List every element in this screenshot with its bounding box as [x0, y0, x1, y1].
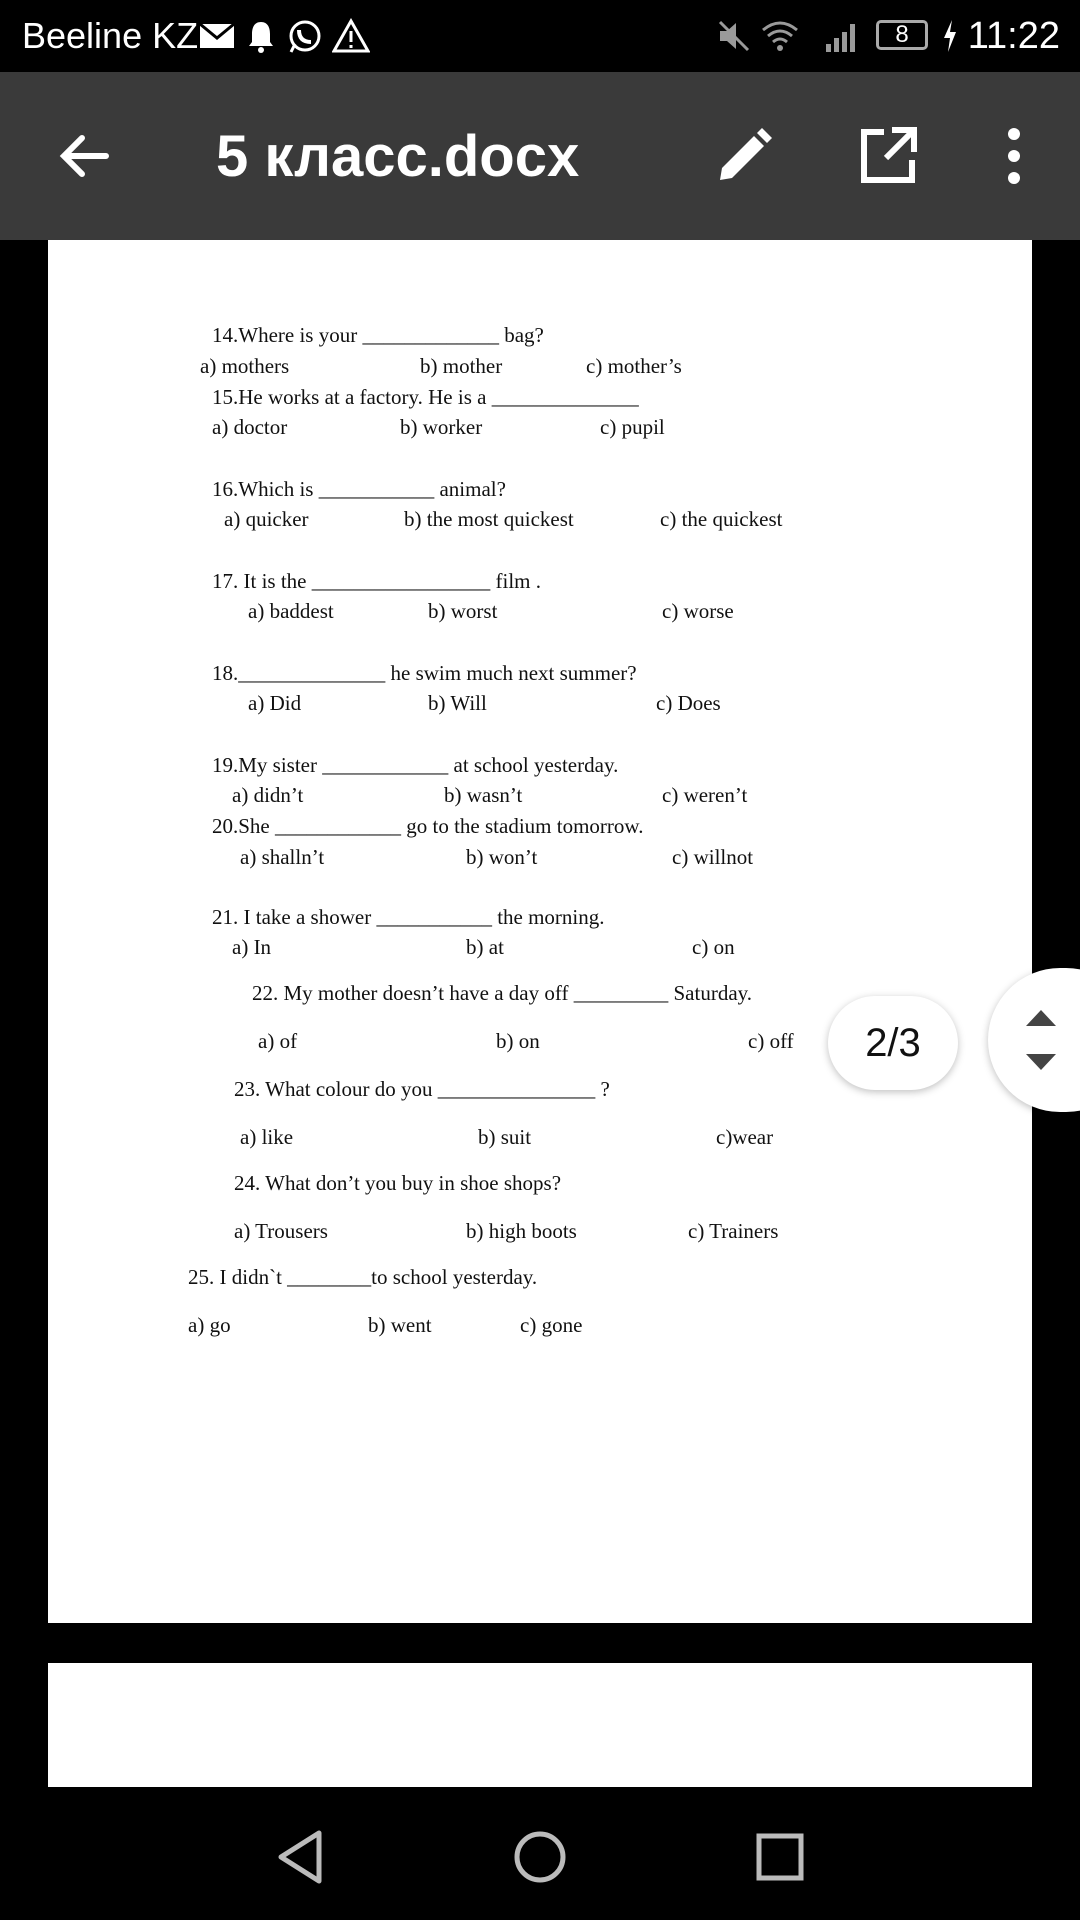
nav-recents-icon [755, 1832, 805, 1882]
answer-option: b) worst [428, 599, 498, 623]
battery-level: 8 [895, 21, 909, 48]
whatsapp-icon [286, 18, 324, 54]
answer-option: b) on [496, 1029, 540, 1053]
scroll-up-icon [1024, 1008, 1058, 1028]
more-options-button[interactable] [974, 116, 1054, 196]
answer-option: b) went [368, 1313, 432, 1337]
answer-option: c) the quickest [660, 507, 783, 531]
answer-option: b) worker [400, 415, 483, 439]
answer-option: c) off [748, 1029, 794, 1053]
mute-icon [716, 18, 752, 54]
wifi-icon [760, 18, 800, 54]
answer-option: c) mother’s [586, 354, 682, 378]
document-page-next[interactable] [48, 1663, 1032, 1787]
nav-back-button[interactable] [260, 1817, 340, 1897]
back-button[interactable] [44, 116, 124, 196]
answer-option: a) doctor [212, 415, 288, 439]
question-line: 24. What don’t you buy in shoe shops? [234, 1171, 562, 1195]
navigation-bar [0, 1787, 1080, 1920]
answer-option: c) willnot [672, 845, 754, 869]
nav-home-icon [512, 1829, 568, 1885]
answer-option: b) suit [478, 1125, 532, 1149]
answer-option: b) won’t [466, 845, 538, 869]
answer-option: a) mothers [200, 354, 290, 378]
answer-option: b) at [466, 935, 504, 959]
answer-option: b) mother [420, 354, 503, 378]
question-line: 18.______________ he swim much next summer? [212, 661, 637, 685]
nav-home-button[interactable] [500, 1817, 580, 1897]
open-external-icon [858, 126, 918, 186]
answer-option: c) weren’t [662, 783, 748, 807]
nav-back-icon [275, 1829, 325, 1885]
warning-icon [332, 18, 370, 54]
answer-option: b) high boots [466, 1219, 577, 1243]
edit-pencil-icon [714, 126, 774, 186]
open-external-button[interactable] [848, 116, 928, 196]
nav-recents-button[interactable] [740, 1817, 820, 1897]
question-line: 16.Which is ___________ animal? [212, 477, 506, 501]
scroll-down-icon [1024, 1052, 1058, 1072]
answer-option: a) quicker [224, 507, 309, 531]
more-vert-icon [1004, 126, 1024, 186]
status-bar [0, 0, 1080, 72]
answer-option: c) Does [656, 691, 721, 715]
mail-icon [198, 18, 236, 54]
document-content [48, 240, 1032, 1623]
answer-option: b) the most quickest [404, 507, 574, 531]
answer-option: c) worse [662, 599, 734, 623]
answer-option: c) Trainers [688, 1219, 779, 1243]
charging-icon [940, 18, 960, 54]
bell-icon [246, 18, 276, 54]
answer-option: a) Trousers [234, 1219, 328, 1243]
question-line: 14.Where is your _____________ bag? [212, 323, 544, 347]
document-page[interactable] [48, 240, 1032, 1623]
question-line: 20.She ____________ go to the stadium tomorrow. [212, 814, 644, 838]
answer-option: c) on [692, 935, 735, 959]
answer-option: a) shalln’t [240, 845, 325, 869]
answer-option: c) pupil [600, 415, 665, 439]
clock: 11:22 [967, 15, 1060, 57]
question-line: 23. What colour do you _______________ ? [234, 1077, 610, 1101]
edit-button[interactable] [704, 116, 784, 196]
answer-option: c)wear [716, 1125, 774, 1149]
question-line: 25. I didn`t ________to school yesterday. [188, 1265, 538, 1289]
answer-option: a) like [240, 1125, 294, 1149]
question-line: 22. My mother doesn’t have a day off _________ Saturday. [252, 981, 753, 1005]
question-line: 15.He works at a factory. He is a ______________ [212, 385, 639, 409]
answer-option: a) Did [248, 691, 302, 715]
answer-option: a) of [258, 1029, 298, 1053]
document-title: 5 класс.docx [216, 124, 580, 189]
answer-option: b) Will [428, 691, 487, 715]
app-bar [0, 72, 1080, 240]
answer-option: a) didn’t [232, 783, 304, 807]
question-line: 21. I take a shower ___________ the morning. [212, 905, 605, 929]
signal-icon [824, 18, 862, 54]
answer-option: c) gone [520, 1313, 583, 1337]
question-line: 17. It is the _________________ film . [212, 569, 541, 593]
back-arrow-icon [56, 128, 112, 184]
answer-option: a) baddest [248, 599, 334, 623]
question-line: 19.My sister ____________ at school yesterday. [212, 753, 619, 777]
battery-icon [876, 20, 928, 50]
answer-option: a) go [188, 1313, 231, 1337]
answer-option: b) wasn’t [444, 783, 523, 807]
answer-option: a) In [232, 935, 272, 959]
carrier-name: Beeline KZ [22, 15, 199, 56]
page-indicator: 2/3 [828, 996, 958, 1090]
